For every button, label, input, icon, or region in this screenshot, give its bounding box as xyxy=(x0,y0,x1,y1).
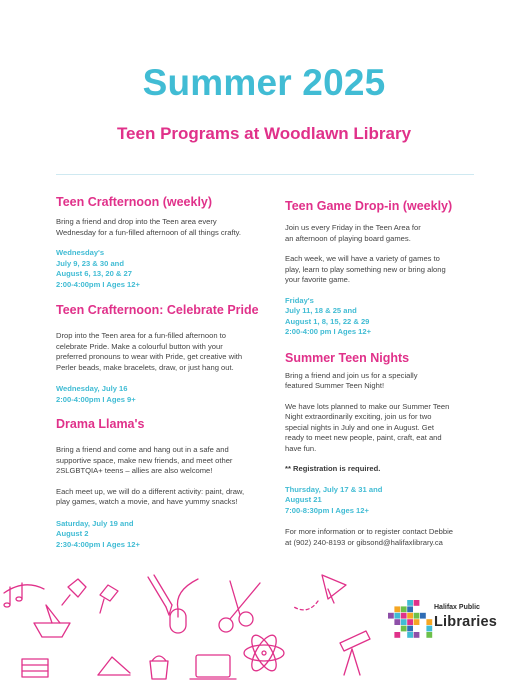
body-line: Night extraordinarily exciting, join us for two xyxy=(285,412,432,421)
schedule xyxy=(56,248,278,290)
body-line: Drop into the Teen area for a fun-filled afternoon to xyxy=(56,331,226,340)
logo-tile xyxy=(394,606,400,612)
section-drama-llamas xyxy=(56,417,278,550)
logo-tile xyxy=(401,626,407,632)
logo-tile xyxy=(407,626,413,632)
schedule xyxy=(56,519,278,551)
scissors-icon xyxy=(219,581,260,632)
schedule-line: August 21 xyxy=(285,495,322,504)
schedule xyxy=(285,485,495,517)
computer-mouse-icon xyxy=(170,579,198,633)
section-game-drop-in xyxy=(285,199,495,338)
page-title: Summer 2025 xyxy=(142,62,386,103)
schedule-line: Thursday, July 17 & 31 and xyxy=(285,484,383,494)
section-body xyxy=(56,331,278,373)
logo-tile xyxy=(407,632,413,638)
body-line: Join us every Friday in the Teen Area for xyxy=(285,223,421,232)
logo-tile xyxy=(388,613,394,619)
body-line: Each meet up, we will do a different activity: paint, draw, xyxy=(56,486,245,496)
body-line: ready to meet new people, paint, craft, eat and xyxy=(285,433,442,442)
section-body xyxy=(56,445,278,477)
logo-tile xyxy=(407,606,413,612)
logo-tile xyxy=(426,626,432,632)
logo-tile xyxy=(414,632,420,638)
schedule-line: July 9, 23 & 30 and xyxy=(56,258,124,268)
paper-plane-icon xyxy=(294,575,346,610)
schedule-line: 2:00-4:00pm I Ages 12+ xyxy=(56,279,140,289)
logo-tile xyxy=(420,613,426,619)
logo-tile xyxy=(414,600,420,606)
logo-tile xyxy=(394,619,400,625)
page-subtitle: Teen Programs at Woodlawn Library xyxy=(116,124,412,143)
body-line: your favorite game. xyxy=(285,275,350,284)
logo-tile xyxy=(426,632,432,638)
cake-icon xyxy=(22,659,48,677)
paper-boat-icon xyxy=(34,605,70,637)
body-line: 2SLGBTQIA+ teens – allies are also welcome! xyxy=(56,466,213,475)
body-line: Bring a friend and drop into the Teen area every xyxy=(56,217,217,226)
schedule-line: 2:00-4:00 pm I Ages 12+ xyxy=(285,327,372,336)
body-line: featured Summer Teen Night! xyxy=(285,381,385,390)
body-line: We have lots planned to make our Summer Teen xyxy=(285,401,450,411)
left-column xyxy=(56,195,278,550)
schedule-line: Wednesday's xyxy=(56,248,105,257)
section-body xyxy=(56,217,278,238)
schedule-line: 2:00-4:00pm I Ages 9+ xyxy=(56,394,136,404)
contact-line: For more information or to register contact Debbie xyxy=(285,527,453,536)
body-line: have fun. xyxy=(285,443,317,453)
body-line: special nights in July and one in August. Get xyxy=(285,422,435,432)
logo-tile xyxy=(426,619,432,625)
section-heading: Teen Crafternoon: Celebrate Pride xyxy=(56,303,259,317)
right-column xyxy=(285,199,495,548)
schedule xyxy=(285,296,495,338)
section-summer-teen-nights xyxy=(285,351,495,517)
section-heading: Drama Llama's xyxy=(56,417,145,431)
contact-line: at (902) 240-8193 or gibsond@halifaxlibrary.ca xyxy=(285,537,443,547)
logo-tile xyxy=(394,632,400,638)
logo-tile xyxy=(407,600,413,606)
body-line: Bring a friend and join us for a specially xyxy=(285,370,418,380)
body-line: Each week, we will have a variety of games to xyxy=(285,254,440,263)
laptop-icon xyxy=(190,655,236,679)
section-crafternoon xyxy=(56,195,278,290)
logo-text-big: Libraries xyxy=(434,614,498,630)
schedule-line: August 2 xyxy=(56,529,89,538)
telescope-icon xyxy=(340,631,370,675)
logo-tile xyxy=(414,613,420,619)
atom-icon xyxy=(244,632,284,675)
registration-note: ** Registration is required. xyxy=(285,464,381,473)
body-line: Perler beads, make bracelets, draw, or just hang out. xyxy=(56,362,234,372)
body-line: play games, watch a movie, and have yummy snacks! xyxy=(56,497,238,506)
section-body xyxy=(285,254,495,286)
logo-tile xyxy=(407,613,413,619)
contact-info xyxy=(285,527,495,548)
section-heading: Teen Crafternoon (weekly) xyxy=(56,195,213,209)
body-line: supportive space, make new friends, and meet other xyxy=(56,455,233,465)
schedule-line: Saturday, July 19 and xyxy=(56,518,134,528)
section-heading: Summer Teen Nights xyxy=(285,350,410,365)
section-body xyxy=(285,371,495,392)
schedule-line: August 1, 8, 15, 22 & 29 xyxy=(285,316,370,326)
body-line: preferred pronouns to wear with Pride, get creative with xyxy=(56,352,243,361)
logo-tile xyxy=(414,619,420,625)
schedule-line: Wednesday, July 16 xyxy=(56,384,128,393)
logo-tile xyxy=(401,606,407,612)
schedule xyxy=(56,384,278,405)
schedule-line: July 11, 18 & 25 and xyxy=(285,306,357,315)
logo-text-small: Halifax Public xyxy=(434,604,480,611)
section-pride xyxy=(56,303,278,405)
logo-tile xyxy=(394,613,400,619)
music-notes-icon xyxy=(4,583,44,607)
pushpin-icon xyxy=(100,585,118,613)
header-divider xyxy=(56,174,474,175)
body-line: play, learn to play something new or bring along xyxy=(285,264,446,274)
body-line: Wednesday for a fun-filled afternoon of all things crafty. xyxy=(56,227,242,237)
logo-tile xyxy=(401,613,407,619)
section-body xyxy=(56,487,278,508)
body-line: Bring a friend and come and hang out in a safe and xyxy=(56,445,229,454)
paint-bucket-icon xyxy=(150,656,168,679)
schedule-line: 7:00-8:30pm I Ages 12+ xyxy=(285,505,369,515)
pencil-icon xyxy=(148,575,172,615)
schedule-line: 2:30-4:00pm I Ages 12+ xyxy=(56,539,140,549)
body-line: celebrate Pride. Make a colourful button with your xyxy=(56,341,223,351)
logo-tile xyxy=(407,619,413,625)
section-heading: Teen Game Drop-in (weekly) xyxy=(285,199,453,213)
schedule-line: August 6, 13, 20 & 27 xyxy=(56,269,132,278)
schedule-line: Friday's xyxy=(285,295,314,305)
sandwich-icon xyxy=(98,657,130,675)
section-body xyxy=(285,223,495,244)
pushpin-icon xyxy=(62,579,86,605)
section-body xyxy=(285,402,495,455)
body-line: an afternoon of playing board games. xyxy=(285,233,411,243)
logo-tile xyxy=(401,619,407,625)
